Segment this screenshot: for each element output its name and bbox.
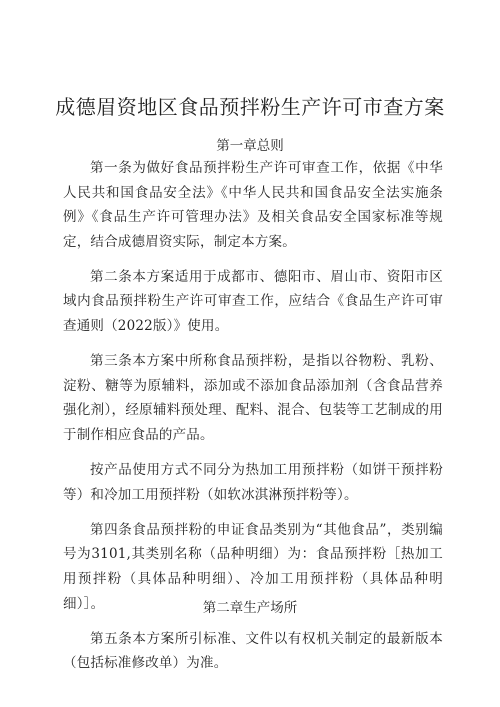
product-classification-paragraph: 按产品使用方式不同分为热加工用预拌粉（如饼干预拌粉等）和冷加工用预拌粉（如软冰淇淋预拌粉等）。	[63, 462, 443, 503]
chapter-2-heading: 第二章生产场所	[202, 600, 298, 616]
article-2-paragraph: 第二条本方案适用于成都市、德阳市、眉山市、资阳市区域内食品预拌粉生产许可审查工作，应结合《食品生产许可审查通则（2022版）》使用。	[63, 268, 443, 335]
article-1-paragraph: 第一条为做好食品预拌粉生产许可审查工作，依据《中华人民共和国食品安全法》《中华人民共和国食品安全法实施条例》《食品生产许可管理办法》及相关食品安全国家标准等规定，结合成德眉资实际，制定本方案。	[63, 160, 443, 250]
article-5-paragraph: 第五条本方案所引标准、文件以有权机关制定的最新版本（包括标准修改单）为准。	[63, 630, 443, 672]
chapter-1-heading: 第一章总则	[216, 138, 284, 154]
document-title: 成德眉资地区食品预拌粉生产许可市查方案	[55, 95, 445, 119]
article-4-paragraph: 第四条食品预拌粉的申证食品类别为“其他食品”，类别编号为3101,其类别名称（品种明细）为：食品预拌粉［热加工用预拌粉（具体品种明细）、冷加工用预拌粉（具体品种明细）］。	[63, 521, 443, 612]
article-3-paragraph: 第三条本方案中所称食品预拌粉，是指以谷物粉、乳粉、淀粉、糖等为原辅料，添加或不添加食品添加剂（含食品营养强化剂），经原辅料预处理、配料、混合、包装等工艺制成的用于制作相应食品的产品。	[63, 353, 443, 443]
